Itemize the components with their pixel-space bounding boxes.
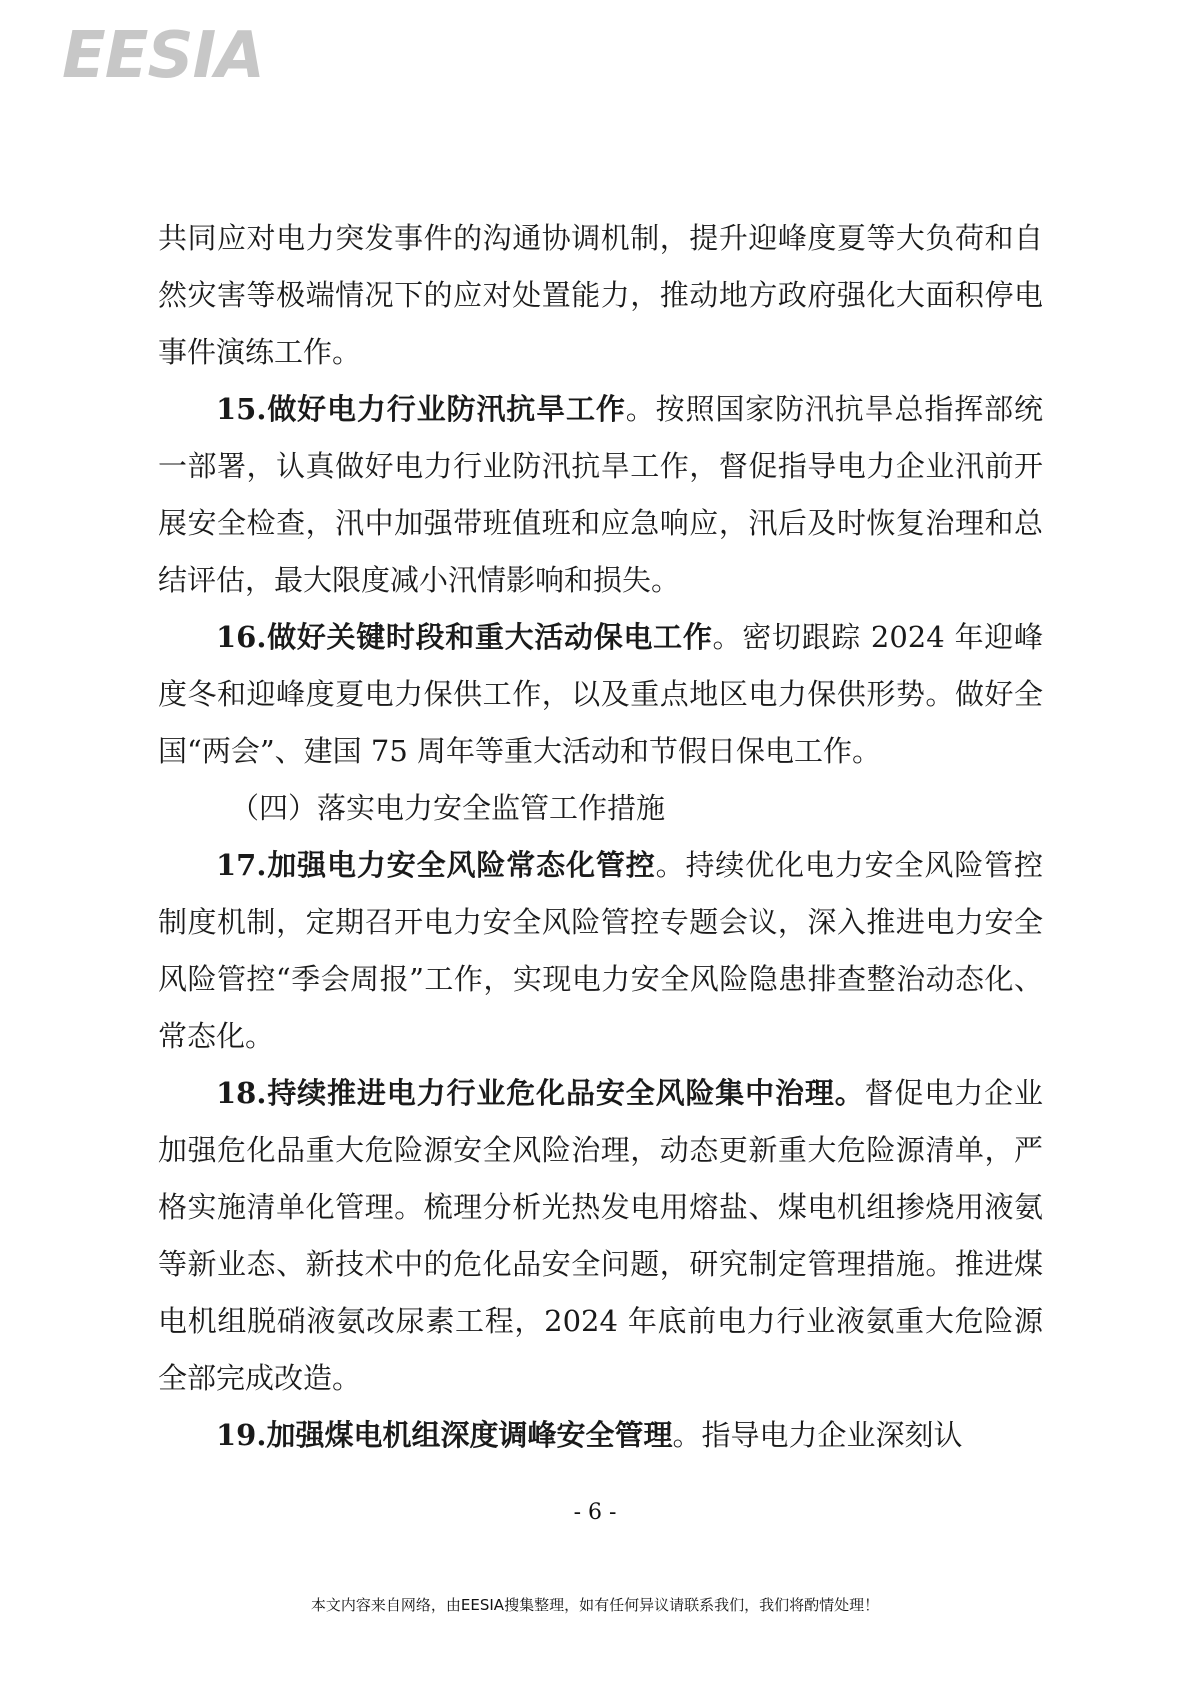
document-body: [158, 210, 1043, 1464]
item-18-text: 督促电力企业加强危化品重大危险源安全风险治理，动态更新重大危险源清单，严格实施清单化管理。梳理分析光热发电用熔盐、煤电机组掺烧用液氨等新业态、新技术中的危化品安全问题，研究制定管理措施。推进煤电机组脱硝液氨改尿素工程，2024 年底前电力行业液氨重大危险源全部完成改造。: [158, 1076, 1043, 1395]
item-17-text: 。持续优化电力安全风险管控制度机制，定期召开电力安全风险管控专题会议，深入推进电力安全风险管控“季会周报”工作，实现电力安全风险隐患排查整治动态化、常态化。: [158, 848, 1043, 1053]
item-15: [158, 381, 1043, 609]
section-heading-4: （四）落实电力安全监管工作措施: [230, 791, 666, 825]
footer-note: 本文内容来自网络，由EESIA搜集整理，如有任何异议请联系我们，我们将酌情处理！: [310, 1596, 880, 1614]
item-19-text: 。指导电力企业深刻认: [672, 1418, 963, 1452]
eesia-logo: [62, 18, 264, 93]
item-16-text: 。密切跟踪 2024 年迎峰度冬和迎峰度夏电力保供工作，以及重点地区电力保供形势。做好全国“两会”、建国 75 周年等重大活动和节假日保电工作。: [158, 620, 1043, 768]
logo-text: EESIA: [62, 19, 264, 93]
item-16-title: 16.做好关键时段和重大活动保电工作: [216, 620, 713, 654]
item-17-title: 17.加强电力安全风险常态化管控: [216, 848, 656, 882]
item-18-title: 18.持续推进电力行业危化品安全风险集中治理。: [216, 1076, 865, 1110]
item-18: [158, 1065, 1043, 1407]
item-16: [158, 609, 1043, 780]
item-15-text: 。按照国家防汛抗旱总指挥部统一部署，认真做好电力行业防汛抗旱工作，督促指导电力企业汛前开展安全检查，汛中加强带班值班和应急响应，汛后及时恢复治理和总结评估，最大限度减小汛情影响和损失。: [158, 392, 1043, 597]
item-15-title: 15.做好电力行业防汛抗旱工作: [216, 392, 626, 426]
paragraph-continued: 共同应对电力突发事件的沟通协调机制，提升迎峰度夏等大负荷和自然灾害等极端情况下的应对处置能力，推动地方政府强化大面积停电事件演练工作。: [158, 221, 1043, 369]
page-number: - 6 -: [573, 1500, 617, 1525]
item-17: [158, 837, 1043, 1065]
item-19: [158, 1407, 1043, 1464]
item-19-title: 19.加强煤电机组深度调峰安全管理: [216, 1418, 673, 1452]
